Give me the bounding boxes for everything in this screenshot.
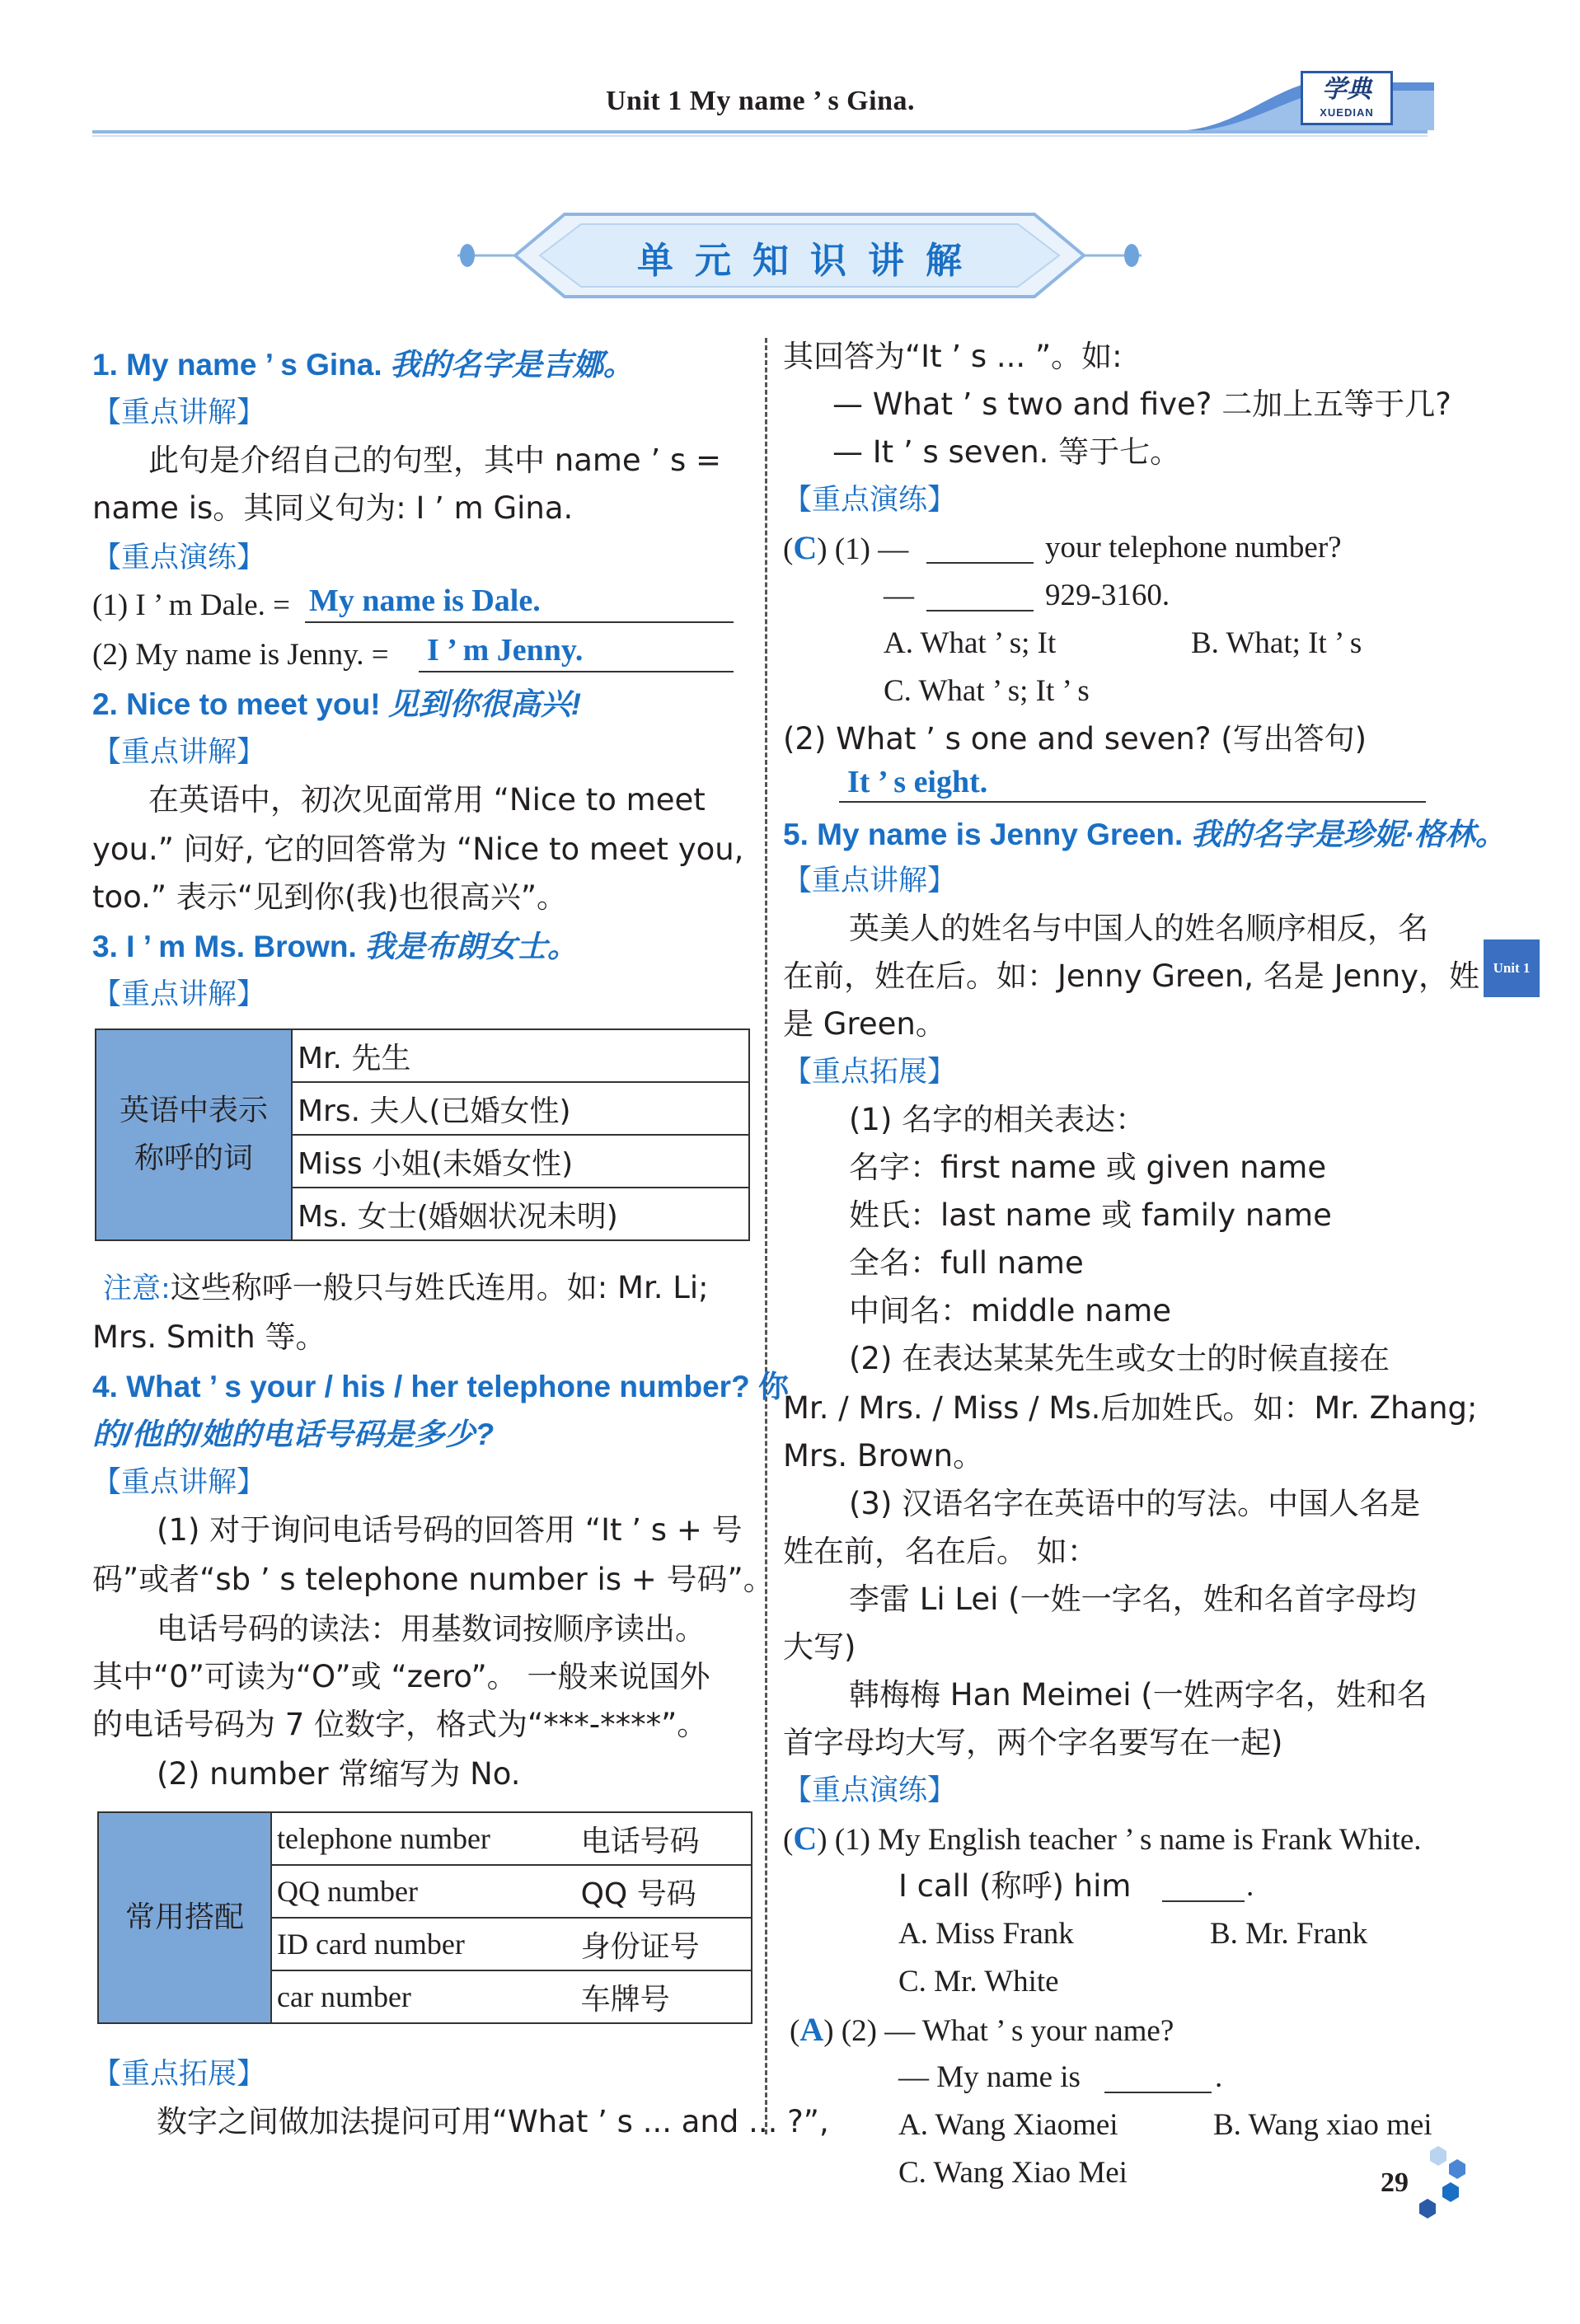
s5-q2-line2: — My name is [898,2060,1081,2094]
s1-question-2: (2) My name is Jenny. = [92,638,389,672]
r-q2-answer-line [839,801,1426,803]
r-question-1 [783,529,908,569]
s2-title: 2. Nice to meet you! [92,687,381,721]
s1-question-1: (1) I ’ m Dale. = [92,588,291,622]
s5-q2-option-a: A. Wang Xiaomei [898,2108,1118,2142]
s2-paragraph-3: too.” 表示“见到你(我)也很高兴”。 [92,879,568,915]
table-row [98,1812,752,1865]
r-paragraph-2: — What ’ s two and five? 二加上五等于几? [832,387,1451,422]
s2-paragraph-1: 在英语中，初次见面常用 “Nice to meet [148,782,706,818]
s4-paragraph-2: 码”或者“sb ’ s telephone number is + 号码”。 [92,1562,774,1597]
collocations-table [97,1811,752,2024]
note-line-1 [103,1269,709,1308]
s5-q2-blank [1104,2092,1212,2093]
r-question-2: (2) What ’ s one and seven? (写出答句) [783,721,1367,757]
s5-paragraph-14: 李雷 Li Lei (一姓一字名，姓和名首字母均 [849,1581,1417,1617]
s1-answer-2: I ’ m Jenny. [427,633,584,668]
s5-q1-answer: C [793,1820,818,1857]
s5-q1-text: (1) My English teacher ’ s name is Frank White. [834,1823,1422,1857]
r-paragraph-3: — It ’ s seven. 等于七。 [832,434,1181,470]
s1-paragraph-2: name is。其同义句为: I ’ m Gina. [92,490,574,526]
bracket-close: ) [817,532,828,566]
s5-paragraph-8: 中间名：middle name [849,1293,1172,1328]
table-cell-en: car number [271,1970,576,2023]
s5-title-zh: 我的名字是珍妮·格林。 [1190,818,1506,851]
header-rule [92,130,1428,134]
s2-tag-explain: 【重点讲解】 [92,736,266,769]
table-cell-zh: 电话号码 [576,1812,752,1865]
s5-q1-option-c: C. Mr. White [898,1965,1059,1998]
s2-paragraph-2: you.” 问好, 它的回答常为 “Nice to meet you, [92,832,744,867]
s3-title-zh: 我是布朗女士。 [363,930,578,963]
column-divider [765,338,767,2134]
s5-question-1: (C) (1) My English teacher ’ s name is Frank White. [783,1820,1422,1857]
s1-title-zh: 我的名字是吉娜。 [389,348,634,382]
s5-paragraph-12: (3) 汉语名字在英语中的写法。中国人名是 [849,1486,1421,1521]
table-label-line-2: 称呼的词 [134,1141,253,1175]
brand-logo-en: XUEDIAN [1320,106,1374,119]
s5-paragraph-16: 韩梅梅 Han Meimei (一姓两字名，姓和名 [849,1677,1428,1713]
r-q1-answer: C [793,529,818,566]
s5-paragraph-15: 大写) [783,1629,856,1665]
s3-tag-explain: 【重点讲解】 [92,978,266,1011]
r-q1-line1: (1) — [834,532,909,566]
bracket-open: ( [783,532,794,566]
r-q2-answer: It ’ s eight. [847,765,988,799]
s5-q2-option-b: B. Wang xiao mei [1213,2108,1432,2142]
table-label-cell [96,1029,292,1240]
r-q1-line1b: your telephone number? [1045,531,1342,565]
table-cell-en: ID card number [271,1918,576,1970]
table-cell-en: telephone number [271,1812,576,1865]
s1-title: 1. My name ’ s Gina. [92,348,382,382]
table-row [96,1029,749,1082]
r-q1-blank-1 [926,562,1034,564]
s4-paragraph-5: 的电话号码为 7 位数字，格式为“***-****”。 [92,1707,708,1742]
s4-paragraph-6: (2) number 常缩写为 No. [157,1756,521,1792]
s5-paragraph-1: 英美人的姓名与中国人的姓名顺序相反，名 [849,911,1428,946]
brand-logo-cn: 学典 [1322,75,1371,104]
table-cell: Ms. 女士(婚姻状况未明) [292,1188,749,1240]
s5-paragraph-6: 姓氏：last name 或 family name [849,1197,1332,1233]
table-cell-en: QQ number [271,1865,576,1918]
section-banner [457,206,1142,305]
table-cell-zh: 车牌号 [576,1970,752,2023]
s5-q1-line2: I call (称呼) him [898,1868,1132,1904]
table-cell: Mr. 先生 [292,1029,749,1082]
s4-paragraph-1: (1) 对于询问电话号码的回答用 “It ’ s + 号 [157,1512,743,1548]
r-q1-option-b: B. What; It ’ s [1191,626,1362,660]
r-q1-line2: — [884,579,914,612]
s1-heading [92,346,634,385]
s5-paragraph-9: (2) 在表达某某先生或女士的时候直接在 [849,1341,1390,1376]
s5-paragraph-17: 首字母均大写，两个字名要写在一起) [783,1725,1283,1760]
s2-heading [92,686,581,724]
s5-paragraph-11: Mrs. Brown。 [783,1438,984,1474]
banner-title: 单元知识讲解 [637,240,983,282]
r-q1-line2b: 929-3160. [1045,579,1170,612]
s3-title: 3. I ’ m Ms. Brown. [92,930,357,963]
s5-question-2: (A) (2) — What ’ s your name? [790,2011,1174,2048]
s5-paragraph-3: 是 Green。 [783,1006,946,1042]
s5-paragraph-4: (1) 名字的相关表达： [849,1102,1146,1137]
s5-q2-text: (2) — What ’ s your name? [841,2014,1174,2048]
s5-heading [783,816,1506,855]
address-terms-table [95,1028,750,1241]
s1-tag-practice: 【重点演练】 [92,541,266,574]
s5-q2-option-c: C. Wang Xiao Mei [898,2156,1128,2190]
table-cell: Mrs. 夫人(已婚女性) [292,1082,749,1135]
s4-paragraph-7: 数字之间做加法提问可用“What ’ s ... and ... ?”, [157,2104,829,2139]
s5-q1-option-b: B. Mr. Frank [1210,1917,1368,1951]
s4-tag-explain: 【重点讲解】 [92,1466,266,1499]
table-cell: Miss 小姐(未婚女性) [292,1135,749,1188]
r-paragraph-1: 其回答为“It ’ s ... ”。如: [783,339,1123,374]
s5-paragraph-2: 在前，姓在后。如：Jenny Green, 名是 Jenny，姓 [783,958,1480,994]
table-cell-zh: 身份证号 [576,1918,752,1970]
brand-logo [1301,71,1393,125]
s5-q2-answer: A [799,2011,824,2048]
s1-paragraph-1: 此句是介绍自己的句型，其中 name ’ s = [148,443,722,478]
s4-paragraph-4: 其中“0”可读为“O”或 “zero”。 一般来说国外 [92,1659,710,1694]
r-q1-option-c: C. What ’ s; It ’ s [884,674,1090,708]
r-q1-blank-2 [926,610,1034,611]
s5-q2-period: . [1215,2060,1223,2094]
table-label-cell: 常用搭配 [98,1812,271,2023]
s2-title-zh: 见到你很高兴! [387,687,582,721]
r-q1-option-a: A. What ’ s; It [884,626,1057,660]
s5-paragraph-10: Mr. / Mrs. / Miss / Ms.后加姓氏。如：Mr. Zhang; [783,1390,1478,1426]
s4-title-1: 4. What ’ s your / his / her telephone number? 你 [92,1370,789,1403]
s5-paragraph-5: 名字：first name 或 given name [849,1150,1327,1185]
s5-paragraph-7: 全名：full name [849,1245,1084,1281]
s5-title: 5. My name is Jenny Green. [783,818,1184,851]
r-tag-practice: 【重点演练】 [783,484,957,517]
s3-heading [92,928,578,967]
hexagon-decoration-icon [1401,2143,1475,2233]
s5-q1-option-a: A. Miss Frank [898,1917,1074,1951]
note-text-1: 这些称呼一般只与姓氏连用。如: Mr. Li; [170,1270,709,1305]
header-title: Unit 1 My name ’ s Gina. [606,86,915,116]
unit-side-tab: Unit 1 [1484,939,1540,997]
table-cell-zh: QQ 号码 [576,1865,752,1918]
s5-tag-extend: 【重点拓展】 [783,1056,957,1089]
s4-title-2: 的/他的/她的电话号码是多少? [92,1417,495,1451]
page-number: 29 [1381,2167,1409,2198]
s1-tag-explain: 【重点讲解】 [92,396,266,429]
s1-answer-1-line [305,621,734,623]
note-label: 注意: [103,1272,171,1305]
note-line-2: Mrs. Smith 等。 [92,1319,326,1355]
s4-paragraph-3: 电话号码的读法：用基数词按顺序读出。 [157,1611,706,1647]
table-label-line-1: 英语中表示 [119,1094,268,1127]
s1-answer-2-line [419,671,734,672]
s5-paragraph-13: 姓在前，名在后。 如： [783,1534,1098,1569]
s5-q1-period: . [1246,1869,1254,1903]
header-rule-thin [92,135,1428,137]
s5-tag-explain: 【重点讲解】 [783,864,957,897]
s4-tag-extend: 【重点拓展】 [92,2058,266,2091]
s5-tag-practice: 【重点演练】 [783,1774,957,1807]
s5-q1-blank [1162,1900,1245,1902]
s1-answer-1: My name is Dale. [309,583,541,618]
